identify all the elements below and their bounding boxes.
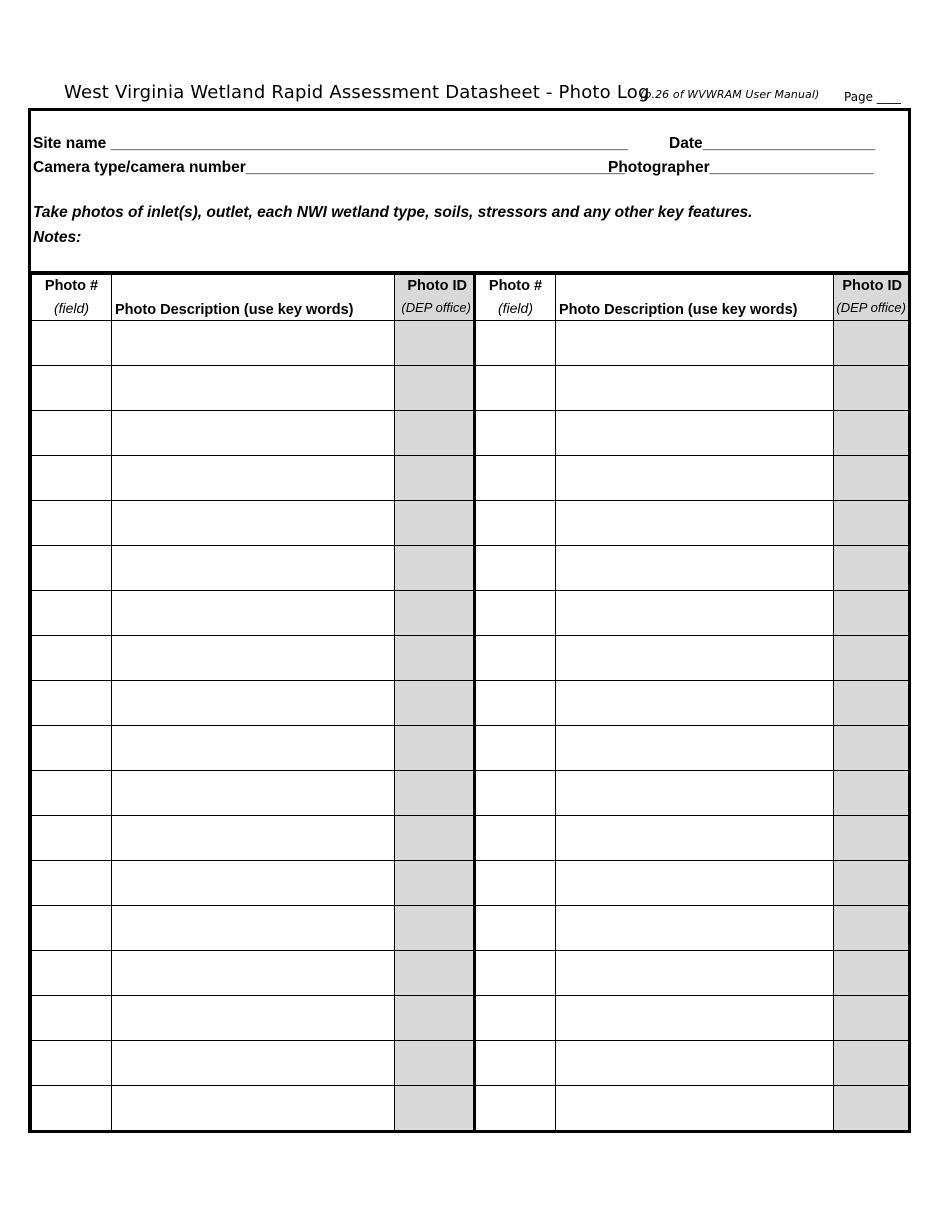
photo-id-cell[interactable] — [395, 771, 475, 816]
photo-id-header-2: Photo ID (DEP office) — [834, 275, 909, 321]
table-row — [32, 321, 909, 366]
photo-id-cell-2[interactable] — [834, 546, 909, 591]
photo-description-cell-2[interactable] — [556, 501, 834, 546]
photo-number-cell[interactable] — [32, 366, 112, 411]
photo-id-cell-2[interactable] — [834, 996, 909, 1041]
photo-id-cell[interactable] — [395, 861, 475, 906]
photo-description-cell-2[interactable] — [556, 546, 834, 591]
photo-number-cell-2[interactable] — [475, 1041, 556, 1086]
photographer-field[interactable]: Photographer___________________ — [608, 159, 874, 176]
photo-id-cell[interactable] — [395, 501, 475, 546]
photo-number-cell[interactable] — [32, 861, 112, 906]
photo-id-cell-2[interactable] — [834, 726, 909, 771]
photo-description-cell[interactable] — [112, 996, 395, 1041]
photo-number-header: Photo # (field) — [32, 275, 112, 321]
page-header — [64, 82, 910, 106]
photo-description-cell[interactable] — [112, 726, 395, 771]
photo-number-cell-2[interactable] — [475, 681, 556, 726]
photo-number-cell[interactable] — [32, 771, 112, 816]
photo-description-cell[interactable] — [112, 546, 395, 591]
photo-number-cell-2[interactable] — [475, 456, 556, 501]
photo-description-cell-2[interactable] — [556, 366, 834, 411]
photo-number-cell[interactable] — [32, 411, 112, 456]
photo-number-cell[interactable] — [32, 591, 112, 636]
photo-log-body — [32, 321, 909, 1131]
photo-id-cell[interactable] — [395, 906, 475, 951]
table-row — [32, 771, 909, 816]
table-row — [32, 861, 909, 906]
photo-id-cell[interactable] — [395, 591, 475, 636]
photo-number-cell-2[interactable] — [475, 501, 556, 546]
photo-number-cell[interactable] — [32, 321, 112, 366]
table-row — [32, 636, 909, 681]
photo-description-cell[interactable] — [112, 771, 395, 816]
photo-id-cell[interactable] — [395, 1086, 475, 1131]
photo-description-cell[interactable] — [112, 591, 395, 636]
table-row — [32, 456, 909, 501]
photo-id-cell-2[interactable] — [834, 1041, 909, 1086]
photo-description-cell[interactable] — [112, 411, 395, 456]
photo-number-cell-2[interactable] — [475, 1086, 556, 1131]
photo-id-cell[interactable] — [395, 321, 475, 366]
photo-number-cell[interactable] — [32, 951, 112, 996]
table-row — [32, 366, 909, 411]
photo-number-cell-2[interactable] — [475, 321, 556, 366]
photo-number-cell-2[interactable] — [475, 411, 556, 456]
photo-id-cell[interactable] — [395, 456, 475, 501]
photo-number-cell-2[interactable] — [475, 906, 556, 951]
photo-id-cell[interactable] — [395, 546, 475, 591]
photo-log-form — [28, 108, 911, 1133]
photo-number-cell[interactable] — [32, 501, 112, 546]
photo-id-cell-2[interactable] — [834, 681, 909, 726]
photo-id-cell[interactable] — [395, 951, 475, 996]
photo-description-cell[interactable] — [112, 681, 395, 726]
photo-number-cell-2[interactable] — [475, 951, 556, 996]
site-info-section — [31, 111, 908, 274]
photo-number-cell[interactable] — [32, 546, 112, 591]
photo-number-cell[interactable] — [32, 816, 112, 861]
photo-description-header-2: Photo Description (use key words) — [556, 275, 834, 321]
photo-description-cell[interactable] — [112, 501, 395, 546]
photo-id-cell[interactable] — [395, 996, 475, 1041]
photo-number-cell-2[interactable] — [475, 996, 556, 1041]
photo-number-cell[interactable] — [32, 636, 112, 681]
page-number-field[interactable]: Page ____ — [844, 90, 901, 104]
photo-description-cell-2[interactable] — [556, 771, 834, 816]
photo-number-cell-2[interactable] — [475, 816, 556, 861]
site-name-field[interactable]: Site name ____________________________________________________________ — [33, 135, 628, 152]
document-title: West Virginia Wetland Rapid Assessment Datasheet - Photo Log — [64, 82, 650, 103]
photo-number-cell-2[interactable] — [475, 591, 556, 636]
photo-id-header: Photo ID (DEP office) — [395, 275, 475, 321]
photo-description-cell-2[interactable] — [556, 321, 834, 366]
table-row — [32, 726, 909, 771]
photo-id-cell-2[interactable] — [834, 321, 909, 366]
table-row — [32, 1041, 909, 1086]
date-field[interactable]: Date____________________ — [669, 135, 876, 152]
photo-description-cell-2[interactable] — [556, 636, 834, 681]
photo-description-cell-2[interactable] — [556, 1041, 834, 1086]
notes-label: Notes: — [33, 229, 82, 246]
photo-id-cell-2[interactable] — [834, 816, 909, 861]
photo-number-cell[interactable] — [32, 681, 112, 726]
photo-id-cell-2[interactable] — [834, 591, 909, 636]
photo-description-cell-2[interactable] — [556, 411, 834, 456]
photo-id-cell-2[interactable] — [834, 366, 909, 411]
photo-number-cell-2[interactable] — [475, 636, 556, 681]
photo-id-cell-2[interactable] — [834, 906, 909, 951]
table-row — [32, 996, 909, 1041]
photo-description-cell[interactable] — [112, 366, 395, 411]
photo-description-cell[interactable] — [112, 636, 395, 681]
photo-id-cell-2[interactable] — [834, 771, 909, 816]
photo-number-cell[interactable] — [32, 1086, 112, 1131]
photo-description-cell-2[interactable] — [556, 681, 834, 726]
photo-number-cell-2[interactable] — [475, 546, 556, 591]
photo-description-cell[interactable] — [112, 816, 395, 861]
camera-field[interactable]: Camera type/camera number____________________________________________ — [33, 159, 626, 176]
photo-description-cell-2[interactable] — [556, 591, 834, 636]
photo-log-table — [31, 274, 909, 1131]
photo-description-header: Photo Description (use key words) — [112, 275, 395, 321]
photo-id-cell-2[interactable] — [834, 411, 909, 456]
photo-description-cell-2[interactable] — [556, 816, 834, 861]
photo-number-cell[interactable] — [32, 1041, 112, 1086]
table-row — [32, 1086, 909, 1131]
photo-description-cell-2[interactable] — [556, 951, 834, 996]
photo-id-cell-2[interactable] — [834, 501, 909, 546]
table-row — [32, 591, 909, 636]
photo-number-cell[interactable] — [32, 906, 112, 951]
photo-description-cell-2[interactable] — [556, 906, 834, 951]
table-row — [32, 546, 909, 591]
table-row — [32, 951, 909, 996]
photo-number-cell-2[interactable] — [475, 771, 556, 816]
table-row — [32, 411, 909, 456]
photo-id-cell-2[interactable] — [834, 456, 909, 501]
photo-description-cell[interactable] — [112, 321, 395, 366]
photo-number-cell-2[interactable] — [475, 861, 556, 906]
photo-id-cell[interactable] — [395, 726, 475, 771]
photo-description-cell-2[interactable] — [556, 456, 834, 501]
photo-id-cell[interactable] — [395, 366, 475, 411]
photo-description-cell-2[interactable] — [556, 996, 834, 1041]
table-row — [32, 681, 909, 726]
photo-id-cell-2[interactable] — [834, 861, 909, 906]
photo-description-cell-2[interactable] — [556, 1086, 834, 1131]
table-header-row — [32, 275, 909, 321]
photo-description-cell[interactable] — [112, 1041, 395, 1086]
photo-id-cell[interactable] — [395, 411, 475, 456]
photo-id-cell-2[interactable] — [834, 1086, 909, 1131]
photo-description-cell-2[interactable] — [556, 726, 834, 771]
photo-id-cell[interactable] — [395, 681, 475, 726]
photo-id-cell[interactable] — [395, 636, 475, 681]
photo-instructions: Take photos of inlet(s), outlet, each NWI wetland type, soils, stressors and any other key features. — [33, 204, 753, 221]
photo-id-cell[interactable] — [395, 1041, 475, 1086]
photo-number-cell[interactable] — [32, 726, 112, 771]
table-row — [32, 906, 909, 951]
photo-number-cell-2[interactable] — [475, 366, 556, 411]
table-row — [32, 816, 909, 861]
photo-description-cell[interactable] — [112, 861, 395, 906]
photo-description-cell[interactable] — [112, 906, 395, 951]
photo-description-cell[interactable] — [112, 456, 395, 501]
table-row — [32, 501, 909, 546]
photo-id-cell[interactable] — [395, 816, 475, 861]
photo-description-cell-2[interactable] — [556, 861, 834, 906]
photo-description-cell[interactable] — [112, 951, 395, 996]
photo-description-cell[interactable] — [112, 1086, 395, 1131]
manual-reference: (p.26 of WVWRAM User Manual) — [640, 88, 820, 101]
photo-number-header-2: Photo # (field) — [475, 275, 556, 321]
photo-id-cell-2[interactable] — [834, 951, 909, 996]
photo-number-cell[interactable] — [32, 996, 112, 1041]
photo-id-cell-2[interactable] — [834, 636, 909, 681]
photo-number-cell-2[interactable] — [475, 726, 556, 771]
photo-number-cell[interactable] — [32, 456, 112, 501]
